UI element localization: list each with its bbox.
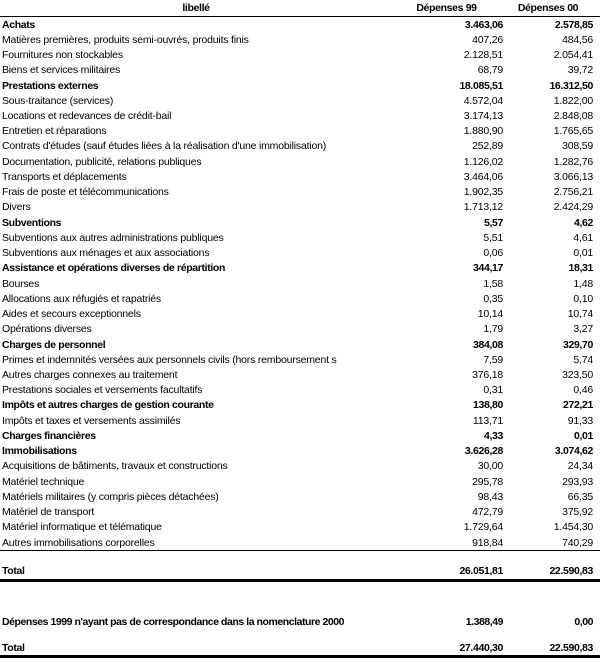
table-row: [0, 367, 600, 382]
table-row: [0, 383, 600, 398]
total-row-main: [0, 551, 600, 582]
row-label: Documentation, publicité, relations publiques: [2, 155, 202, 168]
row-label: Impôts et taxes et versements assimilés: [2, 414, 181, 427]
table-row: [0, 291, 600, 306]
row-label: Achats: [2, 18, 35, 31]
table-row: [0, 413, 600, 428]
total-label: Total: [2, 565, 25, 578]
table-row: [0, 185, 600, 200]
row-value-dep99: 1,58: [483, 277, 503, 290]
row-value-dep00: 0,10: [573, 292, 593, 305]
no-correspondence-label: Dépenses 1999 n'ayant pas de correspondance dans la nomenclature 2000: [2, 616, 345, 629]
table-row: [0, 124, 600, 139]
row-value-dep00: 1,48: [573, 277, 593, 290]
row-label: Charges financières: [2, 429, 96, 442]
row-value-dep00: 1.822,00: [553, 94, 593, 107]
row-label: Locations et redevances de crédit-bail: [2, 110, 172, 123]
row-label: Subventions aux autres administrations publiques: [2, 231, 224, 244]
row-value-dep00: 3.066,13: [553, 170, 593, 183]
table-row: [0, 154, 600, 169]
table-row: [0, 32, 600, 47]
row-value-dep99: 0,31: [483, 384, 503, 397]
row-value-dep99: 1,79: [483, 323, 503, 336]
row-label: Prestations sociales et versements facultatifs: [2, 384, 203, 397]
row-value-dep00: 0,01: [573, 247, 593, 260]
row-value-dep00: 740,29: [562, 536, 593, 549]
row-value-dep99: 918,84: [472, 536, 503, 549]
row-value-dep99: 10,14: [477, 308, 503, 321]
row-value-dep99: 407,26: [472, 33, 503, 46]
table-body: [0, 17, 600, 551]
row-value-dep99: 0,35: [483, 292, 503, 305]
row-label: Primes et indemnités versées aux personnels civils (hors remboursement s: [2, 353, 337, 366]
row-label: Subventions aux ménages et aux associations: [2, 247, 210, 260]
row-label: Matières premières, produits semi-ouvrés, produits finis: [2, 33, 249, 46]
row-value-dep99: 1.880,90: [463, 125, 503, 138]
row-value-dep00: 2.578,85: [554, 18, 593, 31]
row-value-dep99: 1.713,12: [463, 201, 503, 214]
table-row: [0, 246, 600, 261]
table-row: [0, 535, 600, 550]
table-row: [0, 306, 600, 321]
row-value-dep00: 66,35: [567, 490, 593, 503]
row-label: Matériel technique: [2, 475, 85, 488]
spacer: [0, 630, 600, 640]
row-value-dep99: 68,79: [477, 64, 503, 77]
row-value-dep99: 7,59: [483, 353, 503, 366]
row-label: Divers: [2, 201, 31, 214]
row-value-dep00: 308,59: [562, 140, 593, 153]
table-row: [0, 444, 600, 459]
row-label: Aides et secours exceptionnels: [2, 308, 141, 321]
table-row: [0, 215, 600, 230]
row-value-dep99: 0,06: [483, 247, 503, 260]
row-value-dep99: 2.128,51: [463, 49, 503, 62]
row-label: Fournitures non stockables: [2, 49, 123, 62]
table-row: [0, 261, 600, 276]
row-label: Transports et déplacements: [2, 170, 127, 183]
row-label: Acquisitions de bâtiments, travaux et constructions: [2, 460, 228, 473]
row-value-dep99: 18.085,51: [459, 79, 503, 92]
table-row: [0, 139, 600, 154]
row-label: Allocations aux réfugiés et rapatriés: [2, 292, 161, 305]
row-value-dep99: 3.174,13: [463, 110, 503, 123]
table-row: [0, 169, 600, 184]
table-row: [0, 108, 600, 123]
row-value-dep00: 484,56: [562, 33, 593, 46]
no-correspondence-value-dep99: 1.388,49: [465, 616, 503, 629]
row-value-dep99: 376,18: [472, 369, 503, 381]
row-label: Autres charges connexes au traitement: [2, 369, 178, 381]
row-value-dep00: 5,74: [573, 353, 593, 366]
table-row: [0, 352, 600, 367]
grand-total-value-dep00: 22.590,83: [549, 642, 593, 655]
row-value-dep00: 2.756,21: [553, 186, 593, 199]
row-value-dep99: 3.464,06: [463, 170, 503, 183]
row-label: Entretien et réparations: [2, 125, 107, 138]
row-value-dep99: 295,78: [472, 475, 503, 488]
row-value-dep00: 39,72: [567, 64, 593, 77]
row-value-dep00: 2.848,08: [553, 110, 593, 123]
row-value-dep00: 18,31: [568, 262, 593, 275]
row-value-dep00: 10,74: [567, 308, 593, 321]
table-row: [0, 17, 600, 32]
spacer: [0, 582, 600, 614]
row-value-dep00: 323,50: [562, 369, 593, 381]
row-label: Biens et services militaires: [2, 64, 121, 77]
total-value-dep99: 26.051,81: [459, 565, 503, 578]
row-value-dep00: 2.424,29: [553, 201, 593, 214]
column-header-depenses-00: Dépenses 00: [517, 2, 579, 14]
row-value-dep99: 1.126,02: [463, 155, 503, 168]
row-label: Matériel informatique et télématique: [2, 521, 162, 534]
row-value-dep00: 375,92: [562, 506, 593, 519]
row-label: Autres immobilisations corporelles: [2, 536, 155, 549]
row-label: Frais de poste et télécommunications: [2, 186, 169, 199]
row-value-dep99: 3.463,06: [464, 18, 503, 31]
table-row: [0, 505, 600, 520]
grand-total-label: Total: [2, 642, 25, 655]
row-label: Assistance et opérations diverses de répartition: [2, 262, 226, 275]
table-header-row: [0, 0, 600, 17]
row-value-dep99: 4,33: [483, 429, 503, 442]
row-value-dep00: 0,01: [573, 429, 593, 442]
row-value-dep00: 4,62: [573, 216, 593, 229]
total-row-grand: [0, 640, 600, 658]
column-header-depenses-99: Dépenses 99: [416, 2, 477, 14]
row-value-dep99: 138,80: [472, 399, 503, 412]
row-label: Charges de personnel: [2, 338, 106, 351]
row-value-dep00: 0,46: [573, 384, 593, 397]
row-value-dep00: 91,33: [567, 414, 593, 427]
table-row: [0, 459, 600, 474]
row-value-dep00: 3,27: [573, 323, 593, 336]
row-value-dep99: 98,43: [477, 490, 503, 503]
row-label: Matériels militaires (y compris pièces détachées): [2, 490, 219, 503]
row-value-dep99: 5,51: [483, 231, 503, 244]
no-correspondence-value-dep00: 0,00: [574, 616, 593, 629]
row-value-dep99: 4.572,04: [463, 94, 503, 107]
row-label: Immobilisations: [2, 445, 77, 458]
table-row: [0, 322, 600, 337]
table-row: [0, 93, 600, 108]
row-label: Impôts et autres charges de gestion courante: [2, 399, 214, 412]
table-row: [0, 276, 600, 291]
table-row: [0, 337, 600, 352]
row-value-dep99: 472,79: [472, 506, 503, 519]
row-value-dep00: 4,61: [573, 231, 593, 244]
row-label: Matériel de transport: [2, 506, 95, 519]
row-value-dep00: 1.454,30: [553, 521, 593, 534]
row-label: Prestations externes: [2, 79, 99, 92]
row-value-dep00: 1.765,65: [553, 125, 593, 138]
row-value-dep00: 2.054,41: [553, 49, 593, 62]
row-label: Opérations diverses: [2, 323, 92, 336]
table-row: [0, 520, 600, 535]
row-value-dep99: 5,57: [483, 216, 503, 229]
row-label: Bourses: [2, 277, 40, 290]
row-value-dep99: 1.902,35: [463, 186, 503, 199]
row-value-dep00: 293,93: [562, 475, 593, 488]
table-row: [0, 47, 600, 62]
row-value-dep00: 3.074,62: [554, 445, 593, 458]
row-value-dep99: 344,17: [472, 262, 503, 275]
table-row: [0, 63, 600, 78]
row-value-dep99: 384,08: [472, 338, 503, 351]
table-row: [0, 398, 600, 413]
row-label: Contrats d'études (sauf études liées à la réalisation d'une immobilisation): [2, 140, 327, 153]
row-label: Sous-traitance (services): [2, 94, 114, 107]
row-value-dep99: 1.729,64: [463, 521, 503, 534]
table-row: [0, 489, 600, 504]
row-value-dep99: 252,89: [472, 140, 503, 153]
column-header-libelle: libellé: [182, 2, 210, 14]
total-value-dep00: 22.590,83: [549, 565, 593, 578]
table-row: [0, 78, 600, 93]
table-row: [0, 200, 600, 215]
row-value-dep00: 16.312,50: [549, 79, 593, 92]
row-value-dep00: 329,70: [562, 338, 593, 351]
row-value-dep99: 30,00: [477, 460, 503, 473]
table-row: [0, 230, 600, 245]
grand-total-value-dep99: 27.440,30: [459, 642, 503, 655]
row-value-dep00: 272,21: [562, 399, 593, 412]
row-value-dep00: 24,34: [567, 460, 593, 473]
row-value-dep00: 1.282,76: [553, 155, 593, 168]
row-label: Subventions: [2, 216, 62, 229]
table-row: [0, 474, 600, 489]
row-value-dep99: 113,71: [472, 414, 503, 427]
row-value-dep99: 3.626,28: [464, 445, 503, 458]
table-row: [0, 428, 600, 443]
no-correspondence-row: [0, 614, 600, 630]
